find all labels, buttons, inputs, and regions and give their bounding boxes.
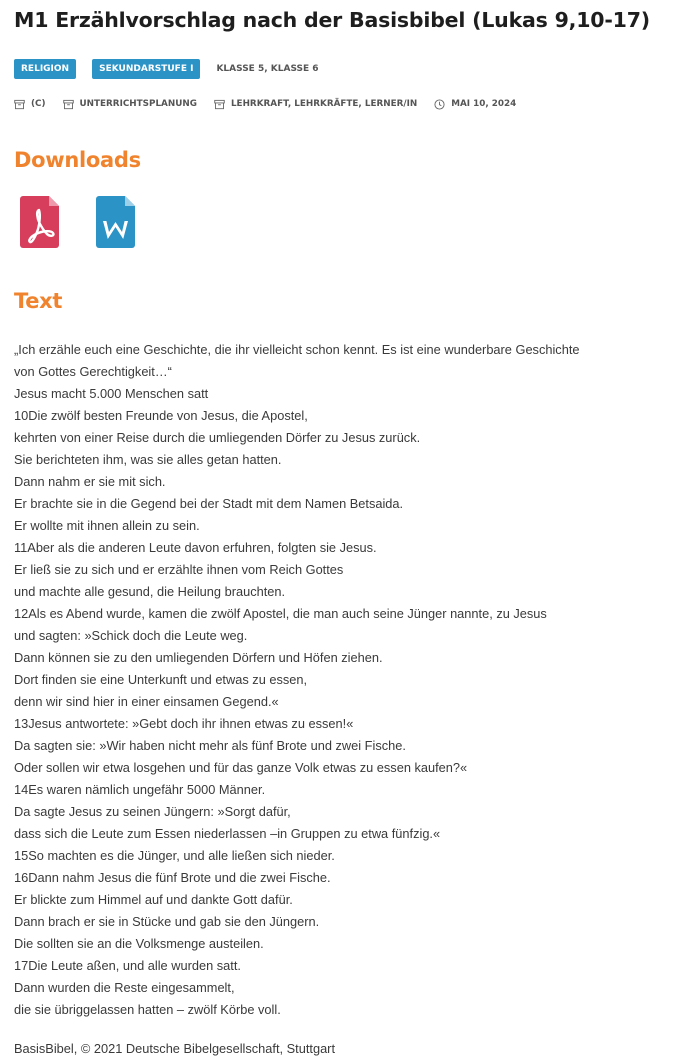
- page-title: M1 Erzählvorschlag nach der Basisbibel (Lukas 9,10-17): [14, 8, 650, 32]
- text-line: die sie übriggelassen hatten – zwölf Körbe voll.: [14, 1002, 281, 1017]
- meta-date-text: MAI 10, 2024: [451, 99, 517, 109]
- archive-icon: [14, 99, 25, 110]
- word-file-icon: [96, 196, 135, 248]
- meta-category-text: UNTERRICHTSPLANUNG: [79, 99, 197, 109]
- text-line: Da sagten sie: »Wir haben nicht mehr als fünf Brote und zwei Fische.: [14, 738, 406, 753]
- text-line: Dort finden sie eine Unterkunft und etwas zu essen,: [14, 672, 308, 687]
- meta-audience[interactable]: [214, 99, 417, 110]
- text-line: 11Aber als die anderen Leute davon erfuhren, folgten sie Jesus.: [14, 540, 377, 555]
- text-line: Jesus macht 5.000 Menschen satt: [14, 386, 209, 401]
- text-line: 16Dann nahm Jesus die fünf Brote und die zwei Fische.: [14, 870, 331, 885]
- text-line: 13Jesus antwortete: »Gebt doch ihr ihnen etwas zu essen!«: [14, 716, 354, 731]
- text-line: Er wollte mit ihnen allein zu sein.: [14, 518, 200, 533]
- clock-icon: [434, 99, 445, 110]
- text-line: 15So machten es die Jünger, und alle ließen sich nieder.: [14, 848, 335, 863]
- text-line: Sie berichteten ihm, was sie alles getan hatten.: [14, 452, 282, 467]
- text-line: Dann brach er sie in Stücke und gab sie den Jüngern.: [14, 914, 320, 929]
- text-line: 17Die Leute aßen, und alle wurden satt.: [14, 958, 241, 973]
- text-line: Dann nahm er sie mit sich.: [14, 474, 166, 489]
- downloads-heading: Downloads: [14, 148, 141, 172]
- meta-license: [14, 99, 46, 110]
- copyright-note: BasisBibel, © 2021 Deutsche Bibelgesellschaft, Stuttgart: [14, 1041, 335, 1056]
- pdf-download-link[interactable]: [20, 196, 59, 248]
- text-line: dass sich die Leute zum Essen niederlassen –in Gruppen zu etwa fünfzig.«: [14, 826, 441, 841]
- tag-row: [14, 59, 319, 79]
- tag-level-link[interactable]: SEKUNDARSTUFE I: [92, 59, 200, 79]
- meta-audience-text: LEHRKRAFT, LEHRKRÄFTE, LERNER/IN: [230, 99, 418, 109]
- text-line: „Ich erzähle euch eine Geschichte, die ihr vielleicht schon kennt. Es ist eine wunderbare Geschichte: [14, 342, 580, 357]
- text-line: Da sagte Jesus zu seinen Jüngern: »Sorgt dafür,: [14, 804, 291, 819]
- text-line: Er brachte sie in die Gegend bei der Stadt mit dem Namen Betsaida.: [14, 496, 404, 511]
- scripture-text: [14, 339, 654, 1021]
- text-line: Oder sollen wir etwa losgehen und für das ganze Volk etwas zu essen kaufen?«: [14, 760, 468, 775]
- meta-category[interactable]: [63, 99, 197, 110]
- text-line: Dann wurden die Reste eingesammelt,: [14, 980, 235, 995]
- text-line: Er blickte zum Himmel auf und dankte Gott dafür.: [14, 892, 293, 907]
- word-download-link[interactable]: [96, 196, 135, 248]
- text-line: und machte alle gesund, die Heilung brauchten.: [14, 584, 286, 599]
- archive-icon: [63, 99, 74, 110]
- meta-date: [434, 99, 516, 110]
- text-line: und sagten: »Schick doch die Leute weg.: [14, 628, 248, 643]
- text-heading: Text: [14, 289, 63, 313]
- tag-subject-link[interactable]: RELIGION: [14, 59, 76, 79]
- archive-icon: [214, 99, 225, 110]
- meta-license-text: (C): [31, 99, 46, 109]
- text-line: Er ließ sie zu sich und er erzählte ihnen vom Reich Gottes: [14, 562, 344, 577]
- text-line: 10Die zwölf besten Freunde von Jesus, die Apostel,: [14, 408, 308, 423]
- text-line: Dann können sie zu den umliegenden Dörfern und Höfen ziehen.: [14, 650, 383, 665]
- meta-row: [14, 97, 533, 111]
- tag-grades: KLASSE 5, KLASSE 6: [216, 64, 319, 74]
- text-line: kehrten von einer Reise durch die umliegenden Dörfer zu Jesus zurück.: [14, 430, 421, 445]
- text-line: Die sollten sie an die Volksmenge austeilen.: [14, 936, 264, 951]
- text-line: 14Es waren nämlich ungefähr 5000 Männer.: [14, 782, 266, 797]
- text-line: von Gottes Gerechtigkeit…“: [14, 364, 172, 379]
- pdf-file-icon: [20, 196, 59, 248]
- text-line: 12Als es Abend wurde, kamen die zwölf Apostel, die man auch seine Jünger nannte, zu Jesus: [14, 606, 547, 621]
- text-line: denn wir sind hier in einer einsamen Gegend.«: [14, 694, 279, 709]
